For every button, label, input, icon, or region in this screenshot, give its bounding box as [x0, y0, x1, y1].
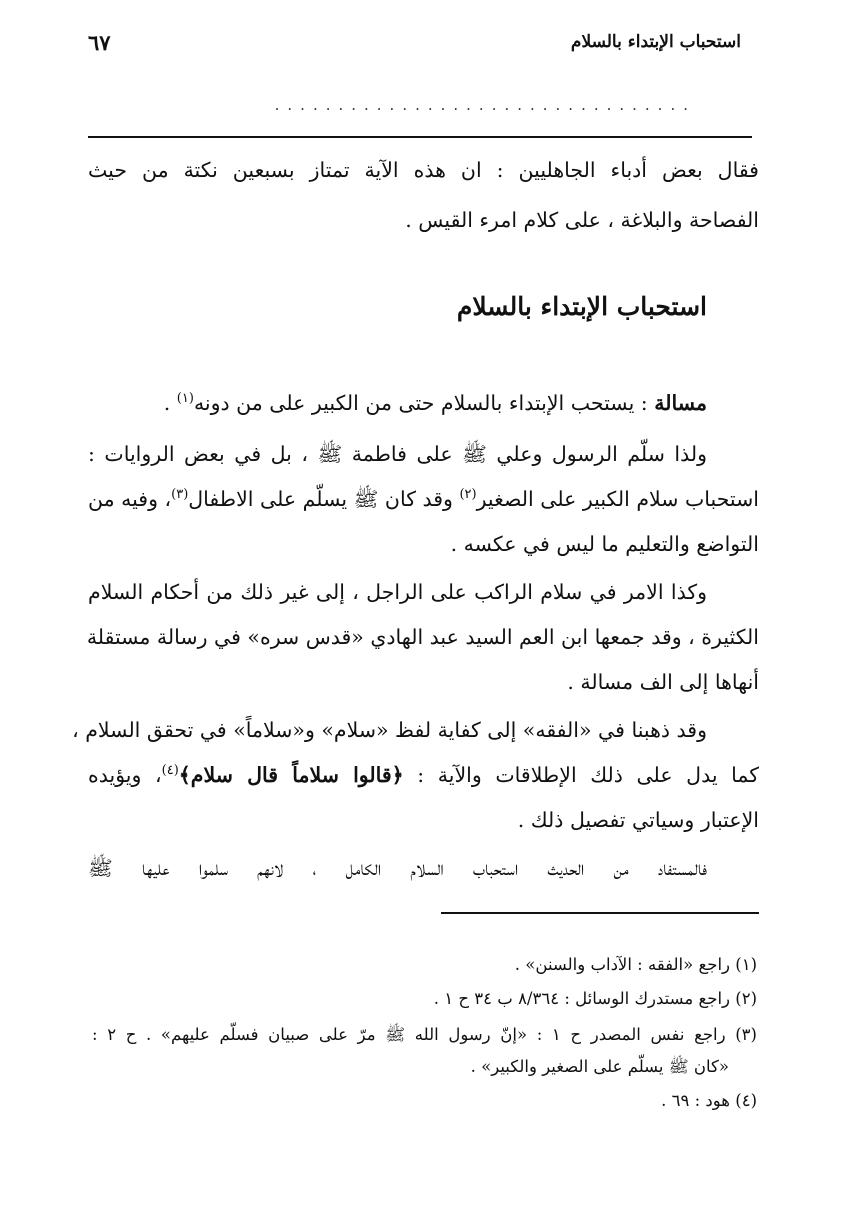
paragraph-2-text-b: وقد كان ﷺ يسلّم على الاطفال — [188, 487, 460, 511]
footnote-ref-1[interactable]: (١) — [176, 391, 194, 407]
paragraph-3-line-2: الكثيرة ، وقد جمعها ابن العم السيد عبد الهادي «قدس سره» في رسالة مستقلة — [86, 625, 759, 649]
page-number: ٦٧ — [88, 30, 111, 55]
paragraph-4-line-2 — [88, 765, 759, 786]
header-rule — [88, 136, 752, 138]
masala-text: : يستحب الإبتداء بالسلام حتى من الكبير على من دونه — [193, 391, 655, 415]
footnote-1: (١) راجع «الفقه : الآداب والسنن» . — [514, 955, 757, 974]
footnote-3-line-1: (٣) راجع نفس المصدر ح ١ : «إنّ رسول الله ﷺ مرّ على صبيان فسلّم عليهم» . ح ٢ : — [92, 1025, 757, 1044]
footnote-4: (٤) هود : ٦٩ . — [661, 1091, 757, 1110]
footnote-ref-3[interactable]: (٣) — [171, 487, 189, 503]
paragraph-5-line-1: فالمستفاد من الحديث استحباب السلام الكامل ، لانهم سلموا عليها ﷺ — [88, 856, 707, 880]
paragraph-4-text-a: كما يدل على ذلك الإطلاقات والآية : — [403, 763, 759, 787]
masala-end: . — [163, 391, 177, 415]
masala-label: مسالة — [654, 391, 707, 415]
quran-quote: ﴿قالوا سلاماً قال سلام﴾ — [178, 763, 404, 787]
paragraph-3-line-3: أنهاها إلى الف مسالة . — [567, 670, 759, 694]
paragraph-2-text-c: ، وفيه من — [88, 487, 172, 511]
paragraph-4-text-b: ، ويؤيده — [88, 763, 162, 787]
intro-line-2: الفصاحة والبلاغة ، على كلام امرء القيس . — [405, 208, 759, 232]
dotted-ornament: ································· — [274, 100, 696, 118]
paragraph-2-text-a: استحباب سلام الكبير على الصغير — [476, 487, 759, 511]
footnote-3-line-2: «كان ﷺ يسلّم على الصغير والكبير» . — [470, 1057, 729, 1076]
paragraph-3-line-1: وكذا الامر في سلام الراكب على الراجل ، إلى غير ذلك من أحكام السلام — [88, 580, 707, 604]
footnote-rule — [441, 912, 759, 914]
running-title: استحباب الإبتداء بالسلام — [570, 32, 741, 52]
masala-line — [164, 393, 707, 414]
footnote-2: (٢) راجع مستدرك الوسائل : ٨/٣٦٤ ب ٣٤ ح ١ . — [433, 989, 757, 1008]
paragraph-4-line-3: الإعتبار وسياتي تفصيل ذلك . — [517, 808, 759, 832]
paragraph-2-line-2 — [88, 489, 759, 510]
footnote-ref-2[interactable]: (٢) — [459, 487, 477, 503]
intro-line-1: فقال بعض أدباء الجاهليين : ان هذه الآية تمتاز بسبعين نكتة من حيث — [88, 158, 759, 182]
section-heading: استحباب الإبتداء بالسلام — [456, 292, 707, 321]
footnote-ref-4[interactable]: (٤) — [161, 763, 179, 779]
paragraph-2-line-1: ولذا سلّم الرسول وعلي ﷺ على فاطمة ﷺ ، بل في بعض الروايات : — [88, 442, 707, 466]
paragraph-4-line-1: وقد ذهبنا في «الفقه» إلى كفاية لفظ «سلام» و«سلاماً» في تحقق السلام ، — [72, 718, 707, 742]
paragraph-2-line-3: التواضع والتعليم ما ليس في عكسه . — [450, 532, 759, 556]
